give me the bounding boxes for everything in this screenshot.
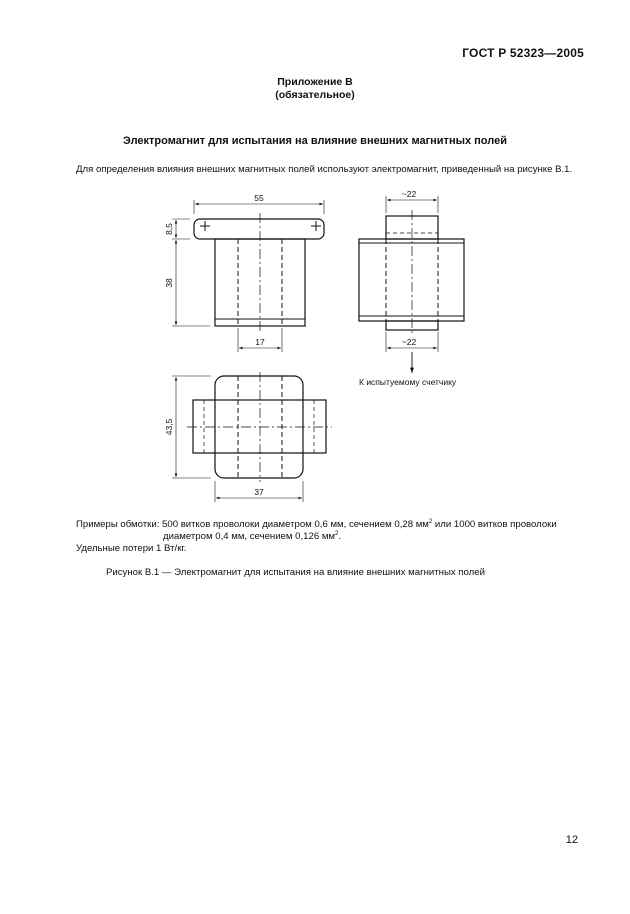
dim-label-38: 38 (164, 278, 174, 288)
front-view-yoke (194, 219, 324, 239)
dim-label-22-top: ~22 (401, 189, 417, 199)
plan-view-core (193, 400, 326, 453)
figure-caption: Рисунок В.1 — Электромагнит для испытания на влияние внешних магнитных полей (106, 567, 485, 578)
winding-note-text: . (338, 531, 342, 542)
document-standard-number: ГОСТ Р 52323—2005 (462, 46, 584, 60)
winding-note-text: Примеры обмотки: 500 витков проволоки диаметром 0,6 мм, сечением 0,28 мм (76, 519, 429, 530)
dim-label-43-5: 43,5 (164, 418, 174, 436)
side-view-body (359, 239, 464, 321)
page-number: 12 (565, 834, 578, 846)
winding-note-line-1 (76, 519, 557, 531)
dim-label-55: 55 (254, 193, 264, 203)
winding-note-text: диаметром 0,4 мм, сечением 0,126 мм (163, 531, 336, 542)
superscript: 2 (335, 531, 339, 537)
annex-title: Приложение В (277, 76, 353, 88)
front-view (172, 200, 324, 352)
intro-paragraph: Для определения влияния внешних магнитных полей используют электромагнит, приведенный на рисунке В.1. (76, 164, 573, 175)
winding-note-line-2 (163, 531, 341, 543)
annex-status: (обязательное) (275, 89, 355, 101)
front-view-bolt-marks (200, 221, 321, 231)
section-title: Электромагнит для испытания на влияние внешних магнитных полей (123, 135, 507, 147)
dim-label-37: 37 (254, 487, 264, 497)
dim-label-17: 17 (255, 337, 265, 347)
arrow-label: К испытуемому счетчику (359, 377, 457, 387)
superscript: 2 (428, 519, 433, 525)
specific-losses-note: Удельные потери 1 Вт/кг. (76, 543, 187, 554)
dim-label-22-bottom: ~22 (401, 337, 417, 347)
plan-view (172, 372, 332, 502)
dim-label-8-5: 8,5 (164, 223, 174, 235)
winding-note-text: или 1000 витков проволоки (432, 519, 557, 530)
